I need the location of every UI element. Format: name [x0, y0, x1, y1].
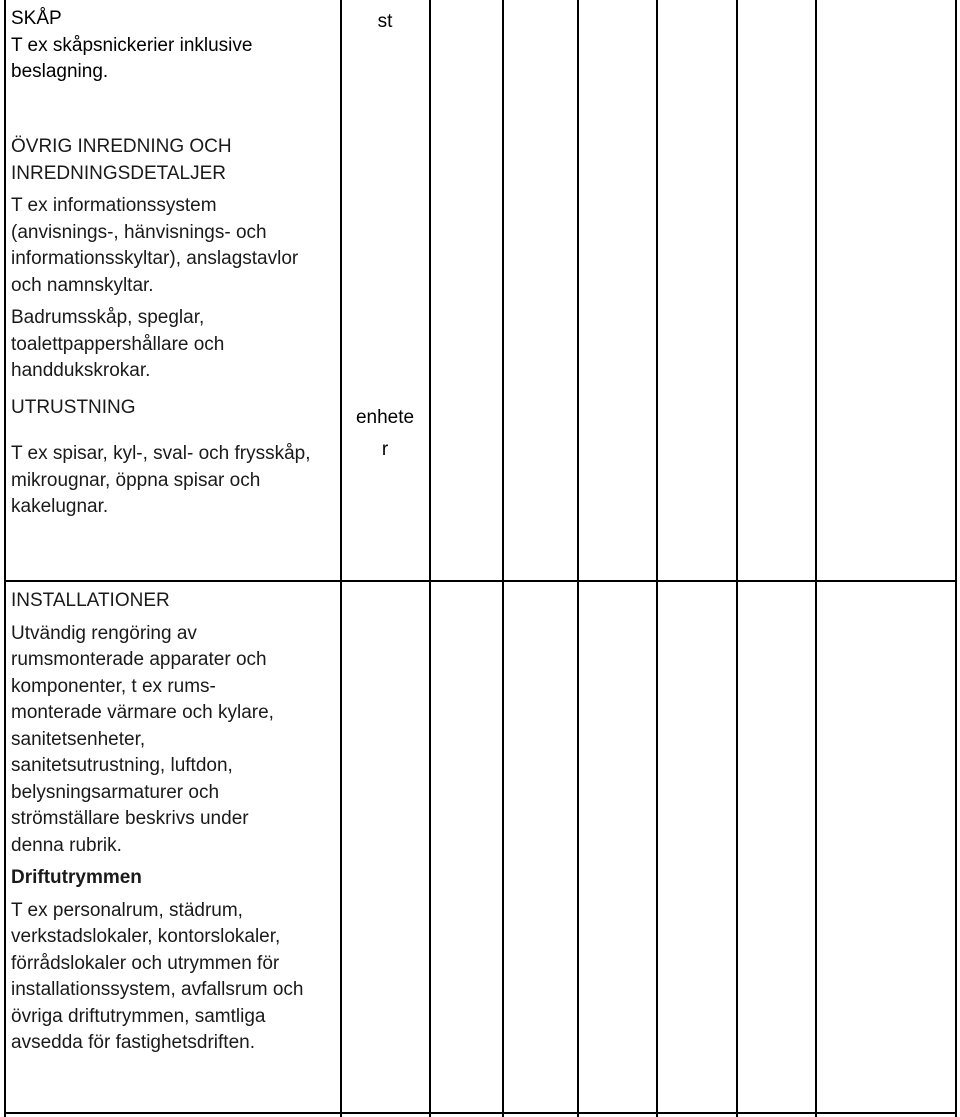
- description-line: informationsskyltar), anslagstavlor: [11, 248, 299, 269]
- description-line: T ex informationssystem: [11, 195, 217, 216]
- description-line: övriga driftutrymmen, samtliga: [11, 1005, 266, 1027]
- column-divider: [815, 0, 817, 1117]
- section-heading: Driftutrymmen: [11, 867, 142, 888]
- description-line: T ex personalrum, städrum,: [11, 899, 243, 921]
- section-heading: SKÅP: [11, 8, 62, 29]
- column-divider: [429, 0, 431, 1117]
- description-line: toalettpappershållare och: [11, 333, 225, 355]
- description-line: belysningsarmaturer och: [11, 781, 220, 803]
- description-cell-ovrig-inredning: [11, 134, 336, 521]
- unit-text: r: [381, 439, 389, 460]
- description-line: sanitetsenheter,: [11, 728, 146, 750]
- column-divider: [656, 0, 658, 1117]
- description-line: avsedda för fastighetsdriften.: [11, 1032, 255, 1053]
- description-line: sanitetsutrustning, luftdon,: [11, 755, 233, 776]
- description-line: strömställare beskrivs under: [11, 808, 249, 829]
- description-line: denna rubrik.: [11, 834, 122, 856]
- table-border-bottom: [4, 1112, 957, 1114]
- description-line: komponenter, t ex rums-: [11, 675, 216, 697]
- description-line: T ex skåpsnickerier inklusive: [11, 34, 253, 56]
- section-heading: ÖVRIG INREDNING OCH: [11, 136, 232, 157]
- description-line: och namnskyltar.: [11, 274, 154, 296]
- column-divider: [577, 0, 579, 1117]
- section-heading: UTRUSTNING: [11, 396, 136, 418]
- unit-text: enhete: [355, 407, 415, 428]
- column-divider: [340, 0, 342, 1117]
- description-line: rumsmonterade apparater och: [11, 649, 267, 670]
- description-line: verkstadslokaler, kontorslokaler,: [11, 926, 281, 947]
- row-divider: [4, 580, 957, 582]
- description-line: handdukskrokar.: [11, 360, 151, 381]
- section-heading: INREDNINGSDETALJER: [11, 162, 227, 184]
- description-line: monterade värmare och kylare,: [11, 702, 274, 723]
- description-line: mikrougnar, öppna spisar och: [11, 469, 261, 491]
- description-line: beslagning.: [11, 61, 109, 82]
- unit-cell: [341, 6, 429, 38]
- description-line: Badrumsskåp, speglar,: [11, 307, 205, 328]
- description-cell-installationer: [11, 588, 336, 1057]
- description-cell-skap: [11, 6, 336, 86]
- description-line: installationssystem, avfallsrum och: [11, 979, 304, 1000]
- table-border-right: [955, 0, 957, 1117]
- description-line: T ex spisar, kyl-, sval- och frysskåp,: [11, 443, 311, 464]
- description-line: förrådslokaler och utrymmen för: [11, 952, 280, 974]
- column-divider: [736, 0, 738, 1117]
- section-heading: INSTALLATIONER: [11, 590, 170, 611]
- description-line: (anvisnings-, hänvisnings- och: [11, 221, 267, 243]
- description-line: kakelugnar.: [11, 496, 109, 517]
- unit-cell: [341, 402, 429, 466]
- table-border-left: [4, 0, 6, 1117]
- unit-text: st: [377, 11, 393, 32]
- description-line: Utvändig rengöring av: [11, 622, 197, 644]
- column-divider: [502, 0, 504, 1117]
